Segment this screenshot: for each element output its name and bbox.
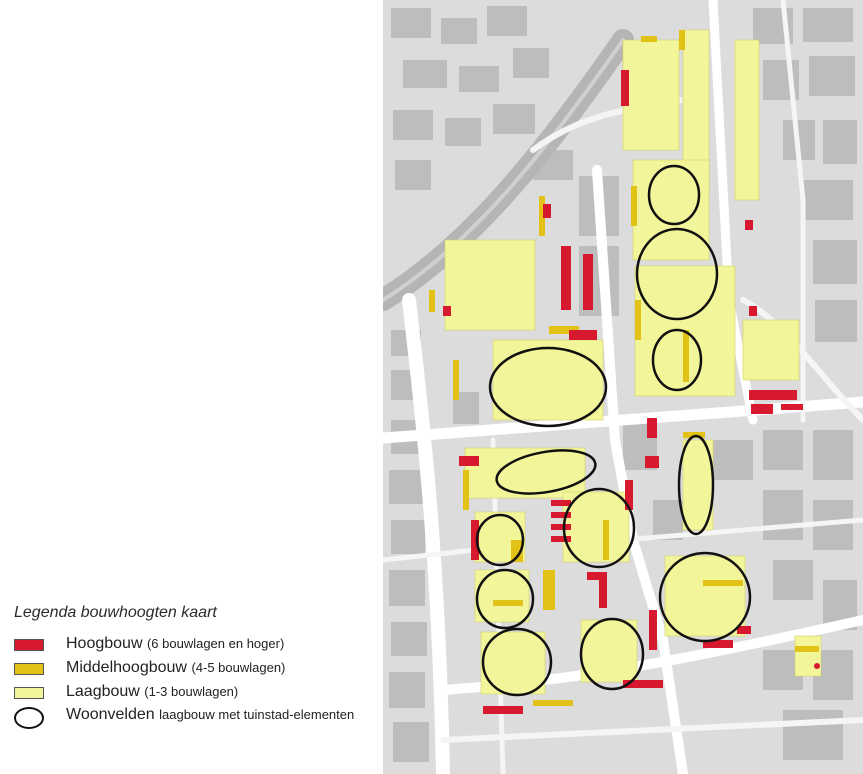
- hoogbouw-building: [587, 572, 607, 580]
- building-block: [441, 18, 477, 44]
- building-block: [823, 120, 857, 164]
- building-block: [391, 622, 427, 656]
- woonvelden-ellipse-icon: [14, 707, 44, 729]
- building-block: [713, 440, 753, 480]
- middelhoogbouw-building: [533, 700, 573, 706]
- building-block: [395, 160, 431, 190]
- hoogbouw-building: [749, 390, 797, 400]
- legend-item-laagbouw: [14, 682, 374, 706]
- middelhoogbouw-building: [795, 646, 819, 652]
- middelhoogbouw-building: [641, 36, 657, 42]
- building-block: [783, 710, 843, 760]
- laagbouw-building: [445, 240, 535, 330]
- laagbouw-building: [795, 636, 821, 676]
- laagbouw-building: [475, 570, 529, 622]
- building-block: [487, 6, 527, 36]
- hoogbouw-building: [551, 524, 571, 530]
- hoogbouw-building: [551, 512, 571, 518]
- middelhoogbouw-building: [679, 30, 685, 50]
- building-block: [493, 104, 535, 134]
- middelhoogbouw-building: [635, 300, 641, 340]
- middelhoogbouw-building: [703, 580, 743, 586]
- hoogbouw-building: [745, 220, 753, 230]
- middelhoogbouw-building: [463, 470, 469, 510]
- legend-label: Hoogbouw: [66, 635, 143, 652]
- legend-label: Laagbouw: [66, 683, 140, 700]
- legend-text-woonvelden: [66, 706, 371, 723]
- hoogbouw-building: [459, 456, 479, 466]
- map-legend: [14, 604, 374, 742]
- legend-description: (6 bouwlagen en hoger): [146, 636, 285, 651]
- hoogbouw-building: [647, 418, 657, 438]
- legend-description: (1-3 bouwlagen): [144, 684, 239, 699]
- hoogbouw-swatch: [14, 639, 44, 651]
- laagbouw-building: [623, 40, 679, 150]
- hoogbouw-building: [749, 306, 757, 316]
- laagbouw-swatch: [14, 687, 44, 699]
- hoogbouw-building: [599, 580, 607, 608]
- laagbouw-building: [743, 320, 799, 380]
- hoogbouw-building: [621, 70, 629, 106]
- map-canvas[interactable]: [383, 0, 863, 774]
- middelhoogbouw-swatch: [14, 663, 44, 675]
- hoogbouw-building: [551, 500, 571, 506]
- building-height-map[interactable]: [383, 0, 863, 774]
- building-block: [393, 722, 429, 762]
- building-block: [763, 490, 803, 540]
- building-block: [801, 180, 853, 220]
- hoogbouw-building: [483, 706, 523, 714]
- legend-label: Woonvelden: [66, 706, 155, 723]
- legend-item-woonvelden: [14, 706, 374, 742]
- building-block: [445, 118, 481, 146]
- building-block: [391, 520, 425, 554]
- building-block: [389, 570, 425, 606]
- hoogbouw-building: [543, 204, 551, 218]
- building-block: [813, 240, 857, 284]
- hoogbouw-building: [551, 536, 571, 542]
- middelhoogbouw-building: [603, 520, 609, 560]
- middelhoogbouw-building: [453, 360, 459, 400]
- building-block: [391, 8, 431, 38]
- building-block: [393, 110, 433, 140]
- laagbouw-building: [665, 556, 745, 636]
- middelhoogbouw-building: [631, 186, 637, 226]
- middelhoogbouw-building: [683, 330, 689, 382]
- hoogbouw-building: [569, 330, 597, 340]
- building-block: [813, 430, 853, 480]
- building-block: [763, 430, 803, 470]
- middelhoogbouw-building: [543, 570, 555, 610]
- hoogbouw-building: [561, 246, 571, 310]
- legend-text-hoogbouw: [66, 634, 284, 654]
- legend-label: Middelhoogbouw: [66, 659, 187, 676]
- hoogbouw-building: [781, 404, 803, 410]
- middelhoogbouw-building: [493, 600, 523, 606]
- hoogbouw-building: [645, 456, 659, 468]
- hoogbouw-building: [583, 254, 593, 310]
- legend-title: Legenda bouwhoogten kaart: [14, 604, 217, 621]
- laagbouw-building: [735, 40, 759, 200]
- hoogbouw-building: [443, 306, 451, 316]
- hoogbouw-building: [649, 610, 657, 650]
- hoogbouw-building: [814, 663, 820, 669]
- legend-text-laagbouw: [66, 682, 238, 702]
- building-block: [403, 60, 447, 88]
- laagbouw-building: [493, 340, 603, 420]
- building-block: [803, 8, 853, 42]
- legend-item-middelhoogbouw: [14, 658, 374, 682]
- legend-text-middelhoogbouw: [66, 658, 285, 678]
- building-block: [459, 66, 499, 92]
- building-block: [809, 56, 855, 96]
- middelhoogbouw-building: [429, 290, 435, 312]
- building-block: [773, 560, 813, 600]
- legend-description: laagbouw met tuinstad-elementen: [159, 707, 355, 722]
- laagbouw-building: [633, 160, 709, 260]
- hoogbouw-building: [751, 404, 773, 414]
- legend-item-hoogbouw: [14, 634, 374, 658]
- building-block: [513, 48, 549, 78]
- building-block: [389, 672, 425, 708]
- building-block: [389, 470, 425, 504]
- building-block: [815, 300, 857, 342]
- legend-description: (4-5 bouwlagen): [191, 660, 286, 675]
